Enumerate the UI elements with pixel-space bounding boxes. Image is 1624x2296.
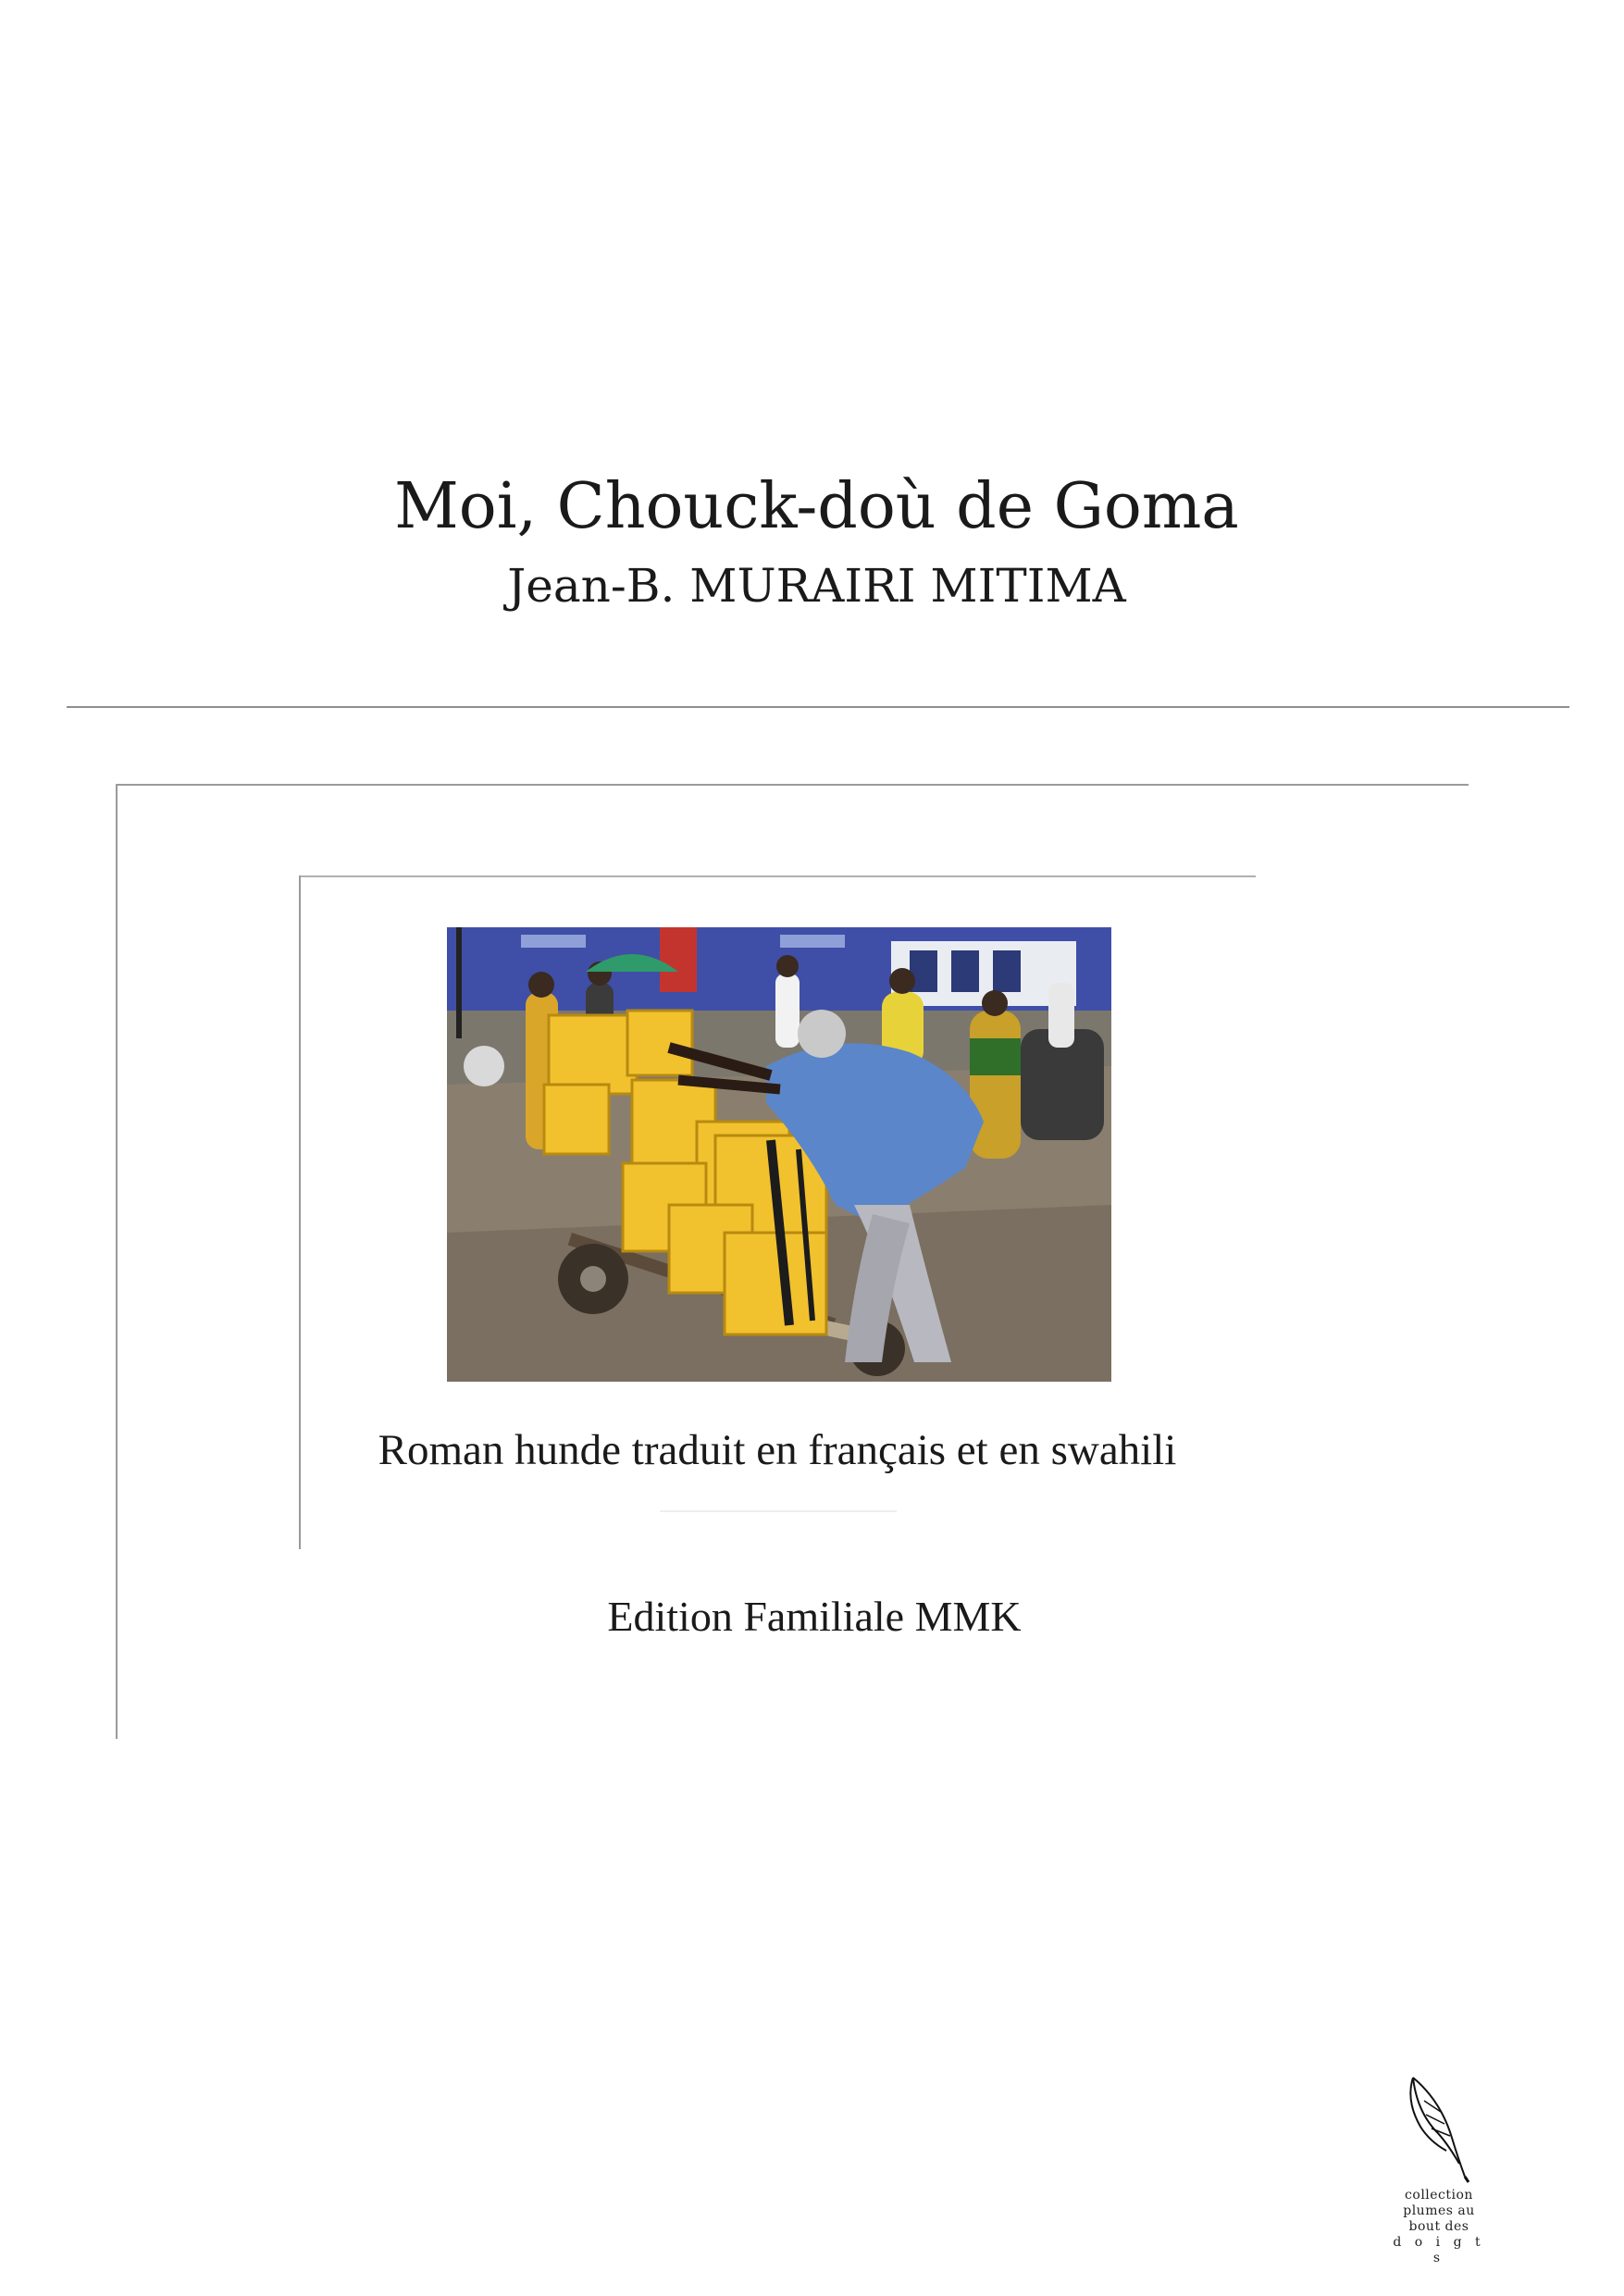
horizontal-divider xyxy=(67,706,1569,708)
collection-logo xyxy=(1393,2073,1485,2266)
faint-divider xyxy=(660,1510,897,1512)
frame-outer-top-line xyxy=(116,784,1469,786)
cover-photo xyxy=(447,927,1111,1382)
collection-line-2: plumes au xyxy=(1403,2203,1475,2218)
publisher-edition: Edition Familiale MMK xyxy=(607,1593,1022,1640)
frame-inner-top-line xyxy=(299,875,1256,877)
collection-name xyxy=(1393,2188,1485,2266)
cover-subtitle: Roman hunde traduit en français et en swahili xyxy=(378,1426,1177,1474)
collection-line-4: d o i g t s xyxy=(1393,2235,1485,2265)
author-name: Jean-B. MURAIRI MITIMA xyxy=(507,559,1126,613)
collection-line-1: collection xyxy=(1405,2188,1473,2203)
book-title: Moi, Chouck-doù de Goma xyxy=(394,469,1239,543)
quill-pen-icon xyxy=(1404,2073,1474,2184)
collection-line-3: bout des xyxy=(1408,2219,1469,2234)
